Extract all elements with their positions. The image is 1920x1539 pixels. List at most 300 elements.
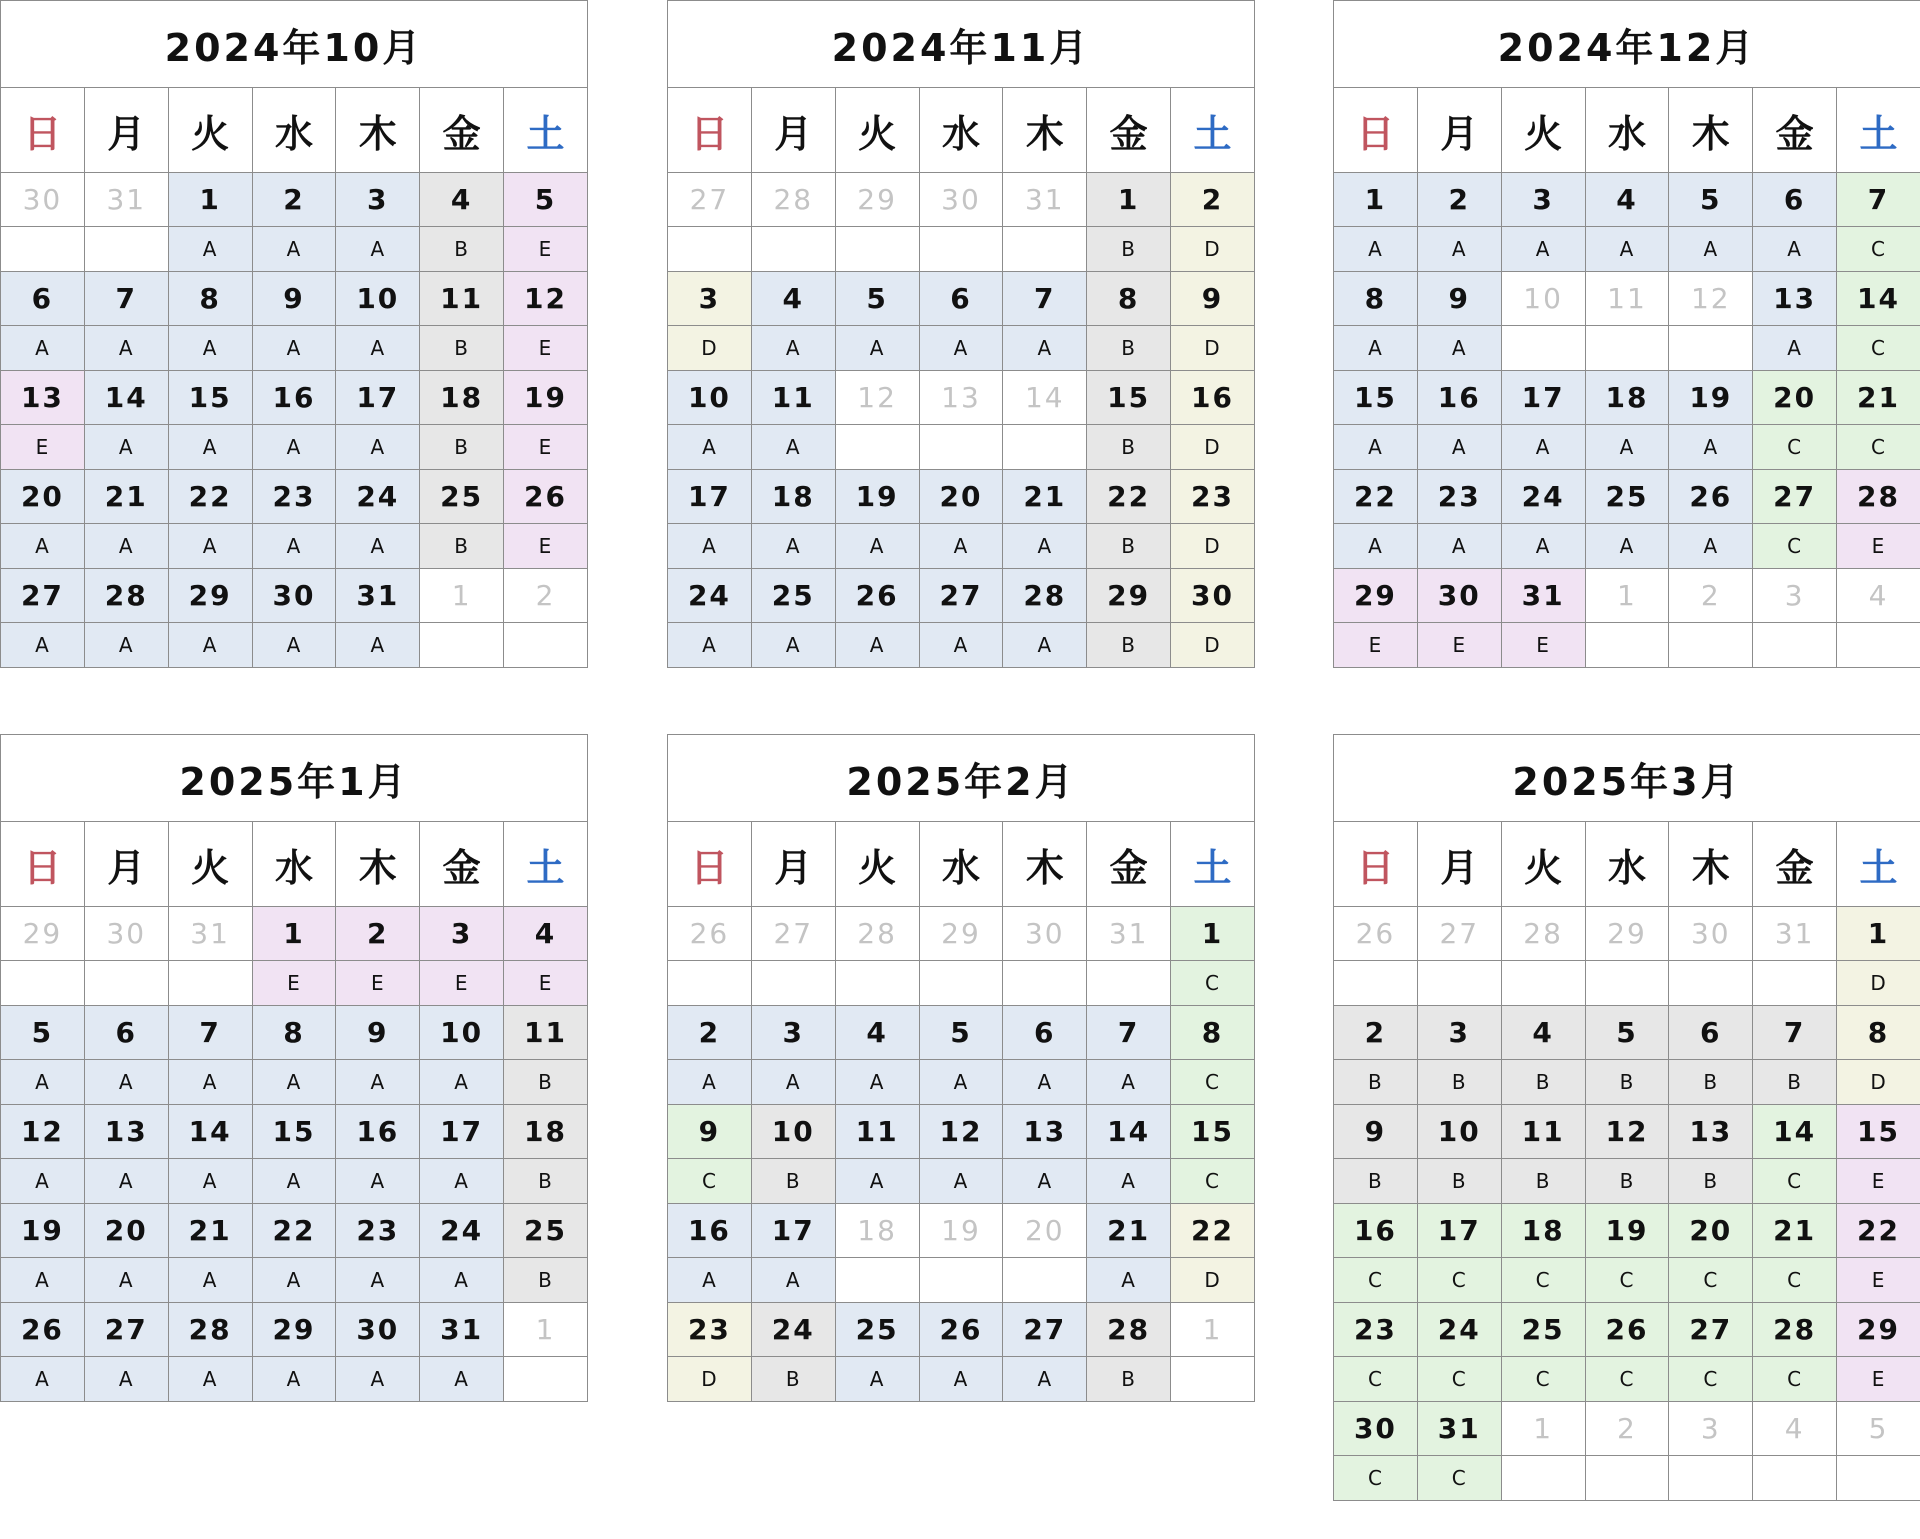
day-code: [1837, 623, 1920, 668]
code-row: [1334, 1159, 1920, 1204]
day-code: B: [1585, 1060, 1669, 1105]
day-number: 27: [919, 569, 1003, 623]
code-row: [1334, 1258, 1920, 1303]
day-number: 30: [252, 569, 336, 623]
day-number: 12: [919, 1105, 1003, 1159]
day-number: 28: [1501, 907, 1585, 961]
day-number: 8: [168, 272, 252, 326]
day-code: C: [1585, 1357, 1669, 1402]
code-row: [1334, 623, 1920, 668]
weekday-header: 土: [1171, 88, 1255, 173]
day-code: A: [336, 623, 420, 668]
day-number: 14: [1753, 1105, 1837, 1159]
weekday-header: 金: [1753, 88, 1837, 173]
day-number: 6: [1669, 1006, 1753, 1060]
code-row: [1, 1159, 588, 1204]
day-code: B: [1087, 326, 1171, 371]
day-number: 2: [252, 173, 336, 227]
weekday-header: 月: [751, 822, 835, 907]
day-number: 22: [1171, 1204, 1255, 1258]
week-row: [668, 1204, 1255, 1258]
day-code: A: [168, 1060, 252, 1105]
week-row: [1334, 907, 1920, 961]
day-code: A: [919, 524, 1003, 569]
day-number: 6: [1, 272, 85, 326]
day-code: A: [1501, 227, 1585, 272]
day-number: 5: [1669, 173, 1753, 227]
day-number: 30: [1, 173, 85, 227]
week-row: [668, 173, 1255, 227]
day-code: B: [1501, 1159, 1585, 1204]
day-code: B: [751, 1357, 835, 1402]
code-row: [668, 326, 1255, 371]
day-number: 15: [168, 371, 252, 425]
weekday-header: 金: [1087, 88, 1171, 173]
day-code: [420, 623, 504, 668]
day-code: A: [1, 1258, 85, 1303]
day-number: 4: [504, 907, 588, 961]
weekday-header: 金: [1753, 822, 1837, 907]
day-number: 30: [84, 907, 168, 961]
day-number: 30: [336, 1303, 420, 1357]
day-code: A: [668, 425, 752, 470]
week-row: [1, 470, 588, 524]
day-code: C: [1669, 1258, 1753, 1303]
day-number: 30: [1334, 1402, 1418, 1456]
code-row: [1334, 425, 1920, 470]
day-number: 31: [1753, 907, 1837, 961]
day-number: 14: [84, 371, 168, 425]
code-row: [1, 1258, 588, 1303]
day-code: D: [1171, 623, 1255, 668]
day-code: [1334, 961, 1418, 1006]
day-code: A: [1003, 1159, 1087, 1204]
day-code: A: [751, 1060, 835, 1105]
day-number: 4: [1837, 569, 1920, 623]
weekday-header: 水: [1585, 822, 1669, 907]
weekday-header: 木: [336, 88, 420, 173]
code-row: [668, 623, 1255, 668]
day-number: 19: [1585, 1204, 1669, 1258]
day-number: 4: [835, 1006, 919, 1060]
day-code: A: [835, 623, 919, 668]
day-number: 6: [1003, 1006, 1087, 1060]
day-number: 15: [1087, 371, 1171, 425]
weekday-header: 火: [168, 88, 252, 173]
day-number: 31: [1087, 907, 1171, 961]
day-code: A: [168, 524, 252, 569]
week-row: [1334, 1303, 1920, 1357]
day-code: E: [504, 524, 588, 569]
day-code: E: [1837, 524, 1920, 569]
day-code: [168, 961, 252, 1006]
month-table: [1333, 734, 1920, 1501]
day-code: [84, 227, 168, 272]
day-number: 11: [504, 1006, 588, 1060]
day-code: A: [252, 623, 336, 668]
week-row: [668, 569, 1255, 623]
week-row: [1334, 272, 1920, 326]
month-calendar: [0, 0, 587, 668]
day-number: 1: [1171, 1303, 1255, 1357]
day-code: C: [1837, 326, 1920, 371]
day-code: B: [1417, 1159, 1501, 1204]
day-code: C: [1334, 1357, 1418, 1402]
month-table: [0, 0, 588, 668]
week-row: [1334, 173, 1920, 227]
day-code: A: [1417, 524, 1501, 569]
day-number: 31: [336, 569, 420, 623]
day-code: C: [1171, 1159, 1255, 1204]
day-number: 16: [668, 1204, 752, 1258]
day-code: E: [1837, 1159, 1920, 1204]
day-number: 15: [1837, 1105, 1920, 1159]
day-number: 1: [252, 907, 336, 961]
day-number: 16: [1334, 1204, 1418, 1258]
code-row: [668, 227, 1255, 272]
weekday-header: 火: [835, 822, 919, 907]
day-number: 9: [1171, 272, 1255, 326]
day-code: [1669, 1456, 1753, 1501]
day-number: 11: [1585, 272, 1669, 326]
day-number: 18: [504, 1105, 588, 1159]
month-calendar: [1333, 734, 1920, 1501]
weekday-header: 日: [1334, 822, 1418, 907]
day-code: A: [1334, 227, 1418, 272]
day-code: C: [668, 1159, 752, 1204]
day-code: [1837, 1456, 1920, 1501]
day-code: A: [1003, 1357, 1087, 1402]
day-number: 16: [1417, 371, 1501, 425]
day-code: [919, 425, 1003, 470]
day-code: [1501, 326, 1585, 371]
day-code: A: [919, 1159, 1003, 1204]
day-code: [1669, 961, 1753, 1006]
day-code: A: [1, 524, 85, 569]
day-code: E: [504, 326, 588, 371]
day-code: C: [1837, 227, 1920, 272]
day-code: [835, 961, 919, 1006]
day-number: 16: [1171, 371, 1255, 425]
day-number: 24: [668, 569, 752, 623]
day-code: B: [751, 1159, 835, 1204]
day-number: 17: [1501, 371, 1585, 425]
day-code: [504, 623, 588, 668]
day-code: A: [1585, 524, 1669, 569]
weekday-header: 月: [1417, 88, 1501, 173]
day-code: D: [1171, 425, 1255, 470]
weekday-header: 木: [336, 822, 420, 907]
day-number: 20: [1003, 1204, 1087, 1258]
day-number: 29: [1087, 569, 1171, 623]
day-code: E: [504, 425, 588, 470]
day-code: A: [835, 326, 919, 371]
weekday-header: 土: [1171, 822, 1255, 907]
day-number: 10: [1501, 272, 1585, 326]
day-number: 10: [336, 272, 420, 326]
day-number: 29: [919, 907, 1003, 961]
day-number: 7: [1837, 173, 1920, 227]
week-row: [1, 569, 588, 623]
day-code: B: [1087, 623, 1171, 668]
day-code: A: [252, 1159, 336, 1204]
day-number: 9: [668, 1105, 752, 1159]
day-number: 27: [84, 1303, 168, 1357]
day-number: 31: [1501, 569, 1585, 623]
day-code: A: [336, 1060, 420, 1105]
day-number: 26: [1, 1303, 85, 1357]
week-row: [668, 1006, 1255, 1060]
day-code: E: [420, 961, 504, 1006]
day-number: 23: [252, 470, 336, 524]
day-code: A: [1087, 1159, 1171, 1204]
day-number: 6: [84, 1006, 168, 1060]
day-number: 5: [1, 1006, 85, 1060]
weekday-header: 火: [1501, 822, 1585, 907]
day-number: 23: [1171, 470, 1255, 524]
day-number: 21: [1753, 1204, 1837, 1258]
day-number: 24: [751, 1303, 835, 1357]
day-number: 31: [1417, 1402, 1501, 1456]
week-row: [1, 1204, 588, 1258]
day-code: [1669, 326, 1753, 371]
code-row: [668, 1159, 1255, 1204]
day-code: [919, 227, 1003, 272]
day-number: 11: [835, 1105, 919, 1159]
weekday-header: 日: [1, 822, 85, 907]
day-code: A: [252, 1357, 336, 1402]
day-number: 4: [1501, 1006, 1585, 1060]
day-number: 19: [504, 371, 588, 425]
day-code: C: [1585, 1258, 1669, 1303]
day-number: 24: [420, 1204, 504, 1258]
day-code: A: [84, 1159, 168, 1204]
code-row: [668, 1060, 1255, 1105]
day-number: 2: [668, 1006, 752, 1060]
code-row: [1, 326, 588, 371]
day-code: D: [1171, 326, 1255, 371]
day-code: B: [420, 227, 504, 272]
week-row: [1, 173, 588, 227]
day-code: B: [420, 524, 504, 569]
day-number: 27: [751, 907, 835, 961]
weekday-header: 土: [504, 822, 588, 907]
day-number: 4: [1585, 173, 1669, 227]
day-number: 14: [1837, 272, 1920, 326]
day-number: 23: [1334, 1303, 1418, 1357]
day-code: A: [252, 1060, 336, 1105]
day-code: C: [1417, 1456, 1501, 1501]
day-number: 11: [1501, 1105, 1585, 1159]
day-number: 25: [835, 1303, 919, 1357]
day-number: 1: [1171, 907, 1255, 961]
weekday-header: 水: [252, 88, 336, 173]
day-number: 17: [336, 371, 420, 425]
day-number: 19: [919, 1204, 1003, 1258]
day-code: [751, 961, 835, 1006]
code-row: [1334, 1456, 1920, 1501]
weekday-header: 木: [1669, 88, 1753, 173]
week-row: [1, 1105, 588, 1159]
day-number: 28: [168, 1303, 252, 1357]
day-number: 13: [84, 1105, 168, 1159]
day-code: [1753, 961, 1837, 1006]
day-number: 26: [504, 470, 588, 524]
day-code: A: [1087, 1060, 1171, 1105]
day-code: A: [1334, 326, 1418, 371]
day-number: 28: [1837, 470, 1920, 524]
day-number: 27: [1003, 1303, 1087, 1357]
weekday-header: 木: [1003, 88, 1087, 173]
day-number: 14: [1087, 1105, 1171, 1159]
day-code: C: [1753, 1159, 1837, 1204]
weekday-header: 月: [84, 822, 168, 907]
day-number: 9: [252, 272, 336, 326]
day-number: 25: [420, 470, 504, 524]
day-number: 7: [168, 1006, 252, 1060]
day-code: [668, 227, 752, 272]
code-row: [668, 425, 1255, 470]
week-row: [668, 272, 1255, 326]
day-number: 7: [1003, 272, 1087, 326]
day-number: 1: [420, 569, 504, 623]
month-table: [0, 734, 588, 1402]
day-code: A: [336, 1357, 420, 1402]
day-code: A: [252, 1258, 336, 1303]
day-number: 5: [1585, 1006, 1669, 1060]
day-number: 17: [1417, 1204, 1501, 1258]
day-number: 30: [1669, 907, 1753, 961]
day-number: 3: [1417, 1006, 1501, 1060]
day-number: 5: [835, 272, 919, 326]
day-code: A: [420, 1060, 504, 1105]
weekday-header: 金: [420, 822, 504, 907]
day-number: 25: [504, 1204, 588, 1258]
day-number: 1: [1334, 173, 1418, 227]
day-code: [1753, 623, 1837, 668]
weekday-header: 水: [919, 822, 1003, 907]
day-code: E: [1417, 623, 1501, 668]
day-code: A: [1, 623, 85, 668]
weekday-header: 日: [668, 88, 752, 173]
day-number: 20: [1753, 371, 1837, 425]
day-code: A: [1003, 326, 1087, 371]
day-code: A: [252, 425, 336, 470]
day-code: A: [252, 326, 336, 371]
day-number: 2: [336, 907, 420, 961]
day-number: 20: [919, 470, 1003, 524]
day-code: B: [1087, 1357, 1171, 1402]
day-number: 15: [252, 1105, 336, 1159]
day-code: B: [1585, 1159, 1669, 1204]
day-code: D: [1171, 1258, 1255, 1303]
week-row: [1334, 470, 1920, 524]
day-number: 13: [1753, 272, 1837, 326]
day-code: A: [1501, 524, 1585, 569]
day-code: [1087, 961, 1171, 1006]
day-number: 7: [84, 272, 168, 326]
weekday-header: 水: [919, 88, 1003, 173]
day-number: 22: [1837, 1204, 1920, 1258]
day-number: 26: [1585, 1303, 1669, 1357]
day-number: 9: [1417, 272, 1501, 326]
day-number: 29: [1, 907, 85, 961]
day-number: 2: [504, 569, 588, 623]
day-number: 8: [1837, 1006, 1920, 1060]
week-row: [1, 371, 588, 425]
week-row: [1, 1006, 588, 1060]
day-code: A: [751, 326, 835, 371]
day-number: 29: [1334, 569, 1418, 623]
weekday-header: 土: [504, 88, 588, 173]
day-number: 17: [751, 1204, 835, 1258]
day-code: [751, 227, 835, 272]
day-number: 18: [835, 1204, 919, 1258]
day-number: 9: [336, 1006, 420, 1060]
day-number: 25: [1501, 1303, 1585, 1357]
day-code: A: [835, 1357, 919, 1402]
day-number: 23: [668, 1303, 752, 1357]
day-code: [1753, 1456, 1837, 1501]
code-row: [1, 227, 588, 272]
day-code: C: [1417, 1258, 1501, 1303]
day-code: E: [1837, 1357, 1920, 1402]
code-row: [1334, 1060, 1920, 1105]
day-code: A: [1417, 326, 1501, 371]
day-number: 16: [336, 1105, 420, 1159]
code-row: [1334, 227, 1920, 272]
day-code: E: [1501, 623, 1585, 668]
day-code: A: [751, 623, 835, 668]
weekday-header: 月: [751, 88, 835, 173]
day-code: D: [1837, 1060, 1920, 1105]
day-number: 4: [751, 272, 835, 326]
day-number: 30: [1417, 569, 1501, 623]
day-number: 5: [1837, 1402, 1920, 1456]
day-code: [1585, 623, 1669, 668]
day-number: 8: [252, 1006, 336, 1060]
day-code: B: [1753, 1060, 1837, 1105]
weekday-header: 日: [668, 822, 752, 907]
month-table: [667, 734, 1255, 1402]
day-number: 26: [668, 907, 752, 961]
week-row: [1, 907, 588, 961]
day-number: 25: [1585, 470, 1669, 524]
day-number: 28: [84, 569, 168, 623]
day-number: 18: [420, 371, 504, 425]
day-code: A: [84, 1060, 168, 1105]
day-code: A: [835, 524, 919, 569]
day-code: E: [504, 961, 588, 1006]
day-number: 31: [168, 907, 252, 961]
day-code: [668, 961, 752, 1006]
day-number: 1: [504, 1303, 588, 1357]
day-code: [1171, 1357, 1255, 1402]
day-number: 24: [1501, 470, 1585, 524]
code-row: [1334, 326, 1920, 371]
day-number: 26: [1334, 907, 1418, 961]
day-code: [1585, 1456, 1669, 1501]
day-number: 3: [1753, 569, 1837, 623]
day-code: A: [252, 227, 336, 272]
day-code: B: [1669, 1060, 1753, 1105]
day-code: A: [168, 623, 252, 668]
day-code: A: [751, 1258, 835, 1303]
day-code: E: [504, 227, 588, 272]
day-code: B: [1417, 1060, 1501, 1105]
week-row: [1, 272, 588, 326]
day-code: [1, 961, 85, 1006]
